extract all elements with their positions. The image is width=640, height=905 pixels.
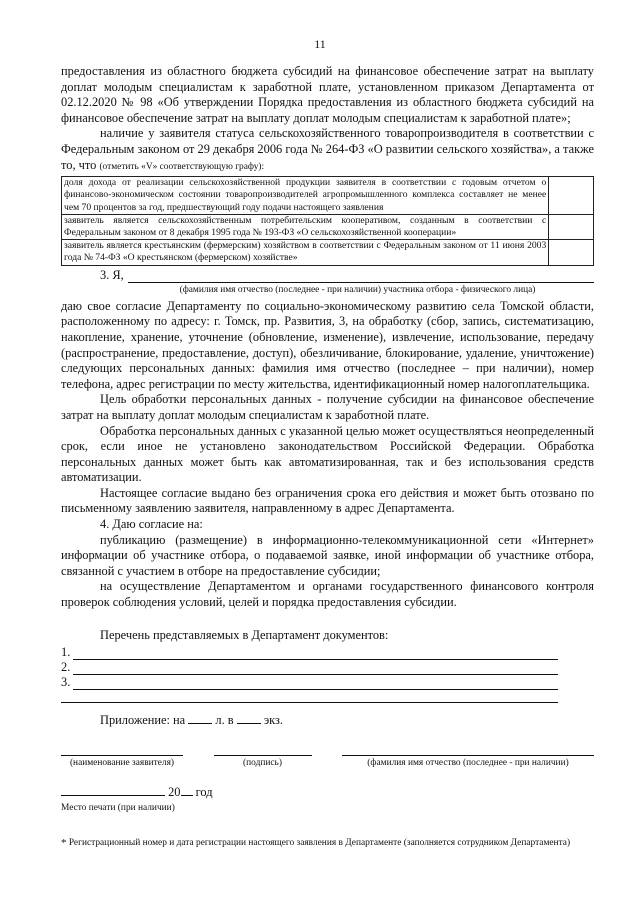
- paragraph-publish: публикацию (размещение) в информационно-телекоммуникационной сети «Интернет» информации об участнике отбора, о подаваемой заявке, иной информации об участнике отбора, связанной с участием в отборе на предоставление субсидии;: [61, 532, 594, 578]
- participant-name-caption: (фамилия имя отчество (последнее - при наличии) участника отбора - физического лица): [179, 285, 536, 296]
- participant-name-field[interactable]: [128, 270, 594, 283]
- page-number: 11: [314, 37, 326, 51]
- paragraph-control: на осуществление Департаментом и органами государственного финансового контроля проверок соблюдения условий, целей и порядка предоставления субсидии.: [61, 579, 594, 610]
- year-field[interactable]: [181, 785, 193, 796]
- checklist-checkbox[interactable]: [549, 177, 594, 215]
- year-prefix: 20: [168, 785, 181, 800]
- documents-title: Перечень представляемых в Департамент документов:: [100, 627, 389, 642]
- paragraph-purpose: Цель обработки персональных данных - получение субсидии на финансовое обеспечение затрат на выплату доплат молодым специалистам к заработной плате.: [61, 392, 594, 422]
- footnote-text: Регистрационный номер и дата регистрации настоящего заявления в Департаменте (заполняется сотрудником Департамента): [68, 837, 571, 848]
- signature-row: [61, 745, 594, 772]
- document-input[interactable]: [73, 663, 558, 675]
- document-number: 1.: [61, 644, 71, 659]
- applicant-field[interactable]: [61, 745, 183, 756]
- checklist-row: [62, 177, 594, 215]
- applicant-block: [61, 745, 183, 772]
- paragraph-consent: даю свое согласие Департаменту по социально-экономическому развитию села Томской области, расположенному по адресу: г. Томск, пр. Развития, 3, на обработку (сбор, запись, систематизацию, накопление, хранение, уточнение (обновление, изменение), извлечение, использование, передачу (распространение, предоставление, доступ), обезличивание, блокирование, удаление, уничтожение) следующих персональных данных: фамилия имя отчество (последнее – при наличии), номер телефона, адрес регистрации по месту жительства, идентификационный номер налогоплательщика.: [61, 298, 594, 391]
- checklist-row: [62, 240, 594, 265]
- paragraph-revoke: Настоящее согласие выдано без ограничения срока его действия и может быть отозвано по письменному заявлению заявителя, направленному в адрес Департамента.: [61, 485, 594, 516]
- document-number: 3.: [61, 674, 71, 689]
- documents-list: [61, 645, 558, 703]
- attachment-pages-field[interactable]: [188, 713, 212, 724]
- footnote: [61, 837, 594, 850]
- document-line: [61, 675, 558, 690]
- mark-instruction: (отметить «V» соответствующую графу):: [99, 161, 265, 172]
- attachment-end: экз.: [263, 713, 284, 728]
- checklist-text: заявитель является крестьянским (фермерским) хозяйством в соответствии с Федеральным законом от 11 июня 2003 года № 74-ФЗ «О крестьянском (фермерском) хозяйстве»: [62, 240, 549, 265]
- year-suffix: год: [195, 785, 213, 800]
- checklist-checkbox[interactable]: [549, 240, 594, 265]
- attachment-row: [61, 713, 594, 729]
- producer-status-text: наличие у заявителя статуса сельскохозяйственного товаропроизводителя в соответствии с Федеральным законом от 29 декабря 2006 года № 264-ФЗ «О развитии сельского хозяйства», а также то, что: [61, 126, 594, 172]
- footnote-mark: *: [61, 836, 67, 849]
- document-body: [61, 64, 594, 850]
- signature-field[interactable]: [214, 745, 312, 756]
- item-3-label: 3. Я,: [100, 267, 124, 282]
- document-extra-line[interactable]: [61, 690, 558, 703]
- signature-block: [214, 745, 312, 772]
- attachment-copies-field[interactable]: [237, 713, 261, 724]
- document-input[interactable]: [73, 648, 558, 660]
- checklist-text: доля дохода от реализации сельскохозяйственной продукции заявителя в соответствии с годовым отчетом о финансово-экономическом состоянии товаропроизводителей агропромышленного комплекса составляет не менее чем 70 процентов за год, предшествующий году подачи настоящего заявления: [62, 177, 549, 215]
- document-line: [61, 645, 558, 660]
- checklist-checkbox[interactable]: [549, 214, 594, 239]
- applicant-caption: (наименование заявителя): [69, 757, 175, 768]
- name-field[interactable]: [342, 745, 594, 756]
- paragraph-processing: Обработка персональных данных с указанной целью может осуществляться неопределенный срок, если иное не установлено законодательством Российской Федерации. Обработка персональных данных может быть как автоматизированная, так и без использования средств автоматизации.: [61, 423, 594, 485]
- item-4-label: 4. Даю согласие на:: [100, 517, 203, 532]
- name-caption: (фамилия имя отчество (последнее - при наличии): [367, 757, 569, 768]
- date-field[interactable]: [61, 785, 165, 796]
- paragraph-order-reference: предоставления из областного бюджета субсидий на финансовое обеспечение затрат на выплату доплат молодым специалистам к заработной плате, установленном приказом Департамента от 02.12.2020 № 98 «Об утверждении Порядка предоставления из областного бюджета субсидий на финансовое обеспечение затрат на выплату доплат молодым специалистам к заработной плате»;: [61, 64, 594, 125]
- attachment-label: Приложение: на: [100, 713, 186, 728]
- document-line: [61, 660, 558, 675]
- criteria-checklist: [61, 176, 594, 265]
- checklist-text: заявитель является сельскохозяйственным потребительским кооперативом, созданным в соответствии с Федеральным законом от 8 декабря 1995 года № 193-ФЗ «О сельскохозяйственной кооперации»: [62, 214, 549, 239]
- paragraph-producer-status: [61, 126, 594, 175]
- stamp-caption: Место печати (при наличии): [61, 803, 175, 814]
- item-3-row: [61, 268, 594, 284]
- date-row: [61, 785, 594, 801]
- document-number: 2.: [61, 659, 71, 674]
- attachment-mid: л. в: [215, 713, 234, 728]
- document-input[interactable]: [73, 678, 558, 690]
- checklist-row: [62, 214, 594, 239]
- signature-caption: (подпись): [243, 757, 282, 768]
- name-block: [342, 745, 594, 772]
